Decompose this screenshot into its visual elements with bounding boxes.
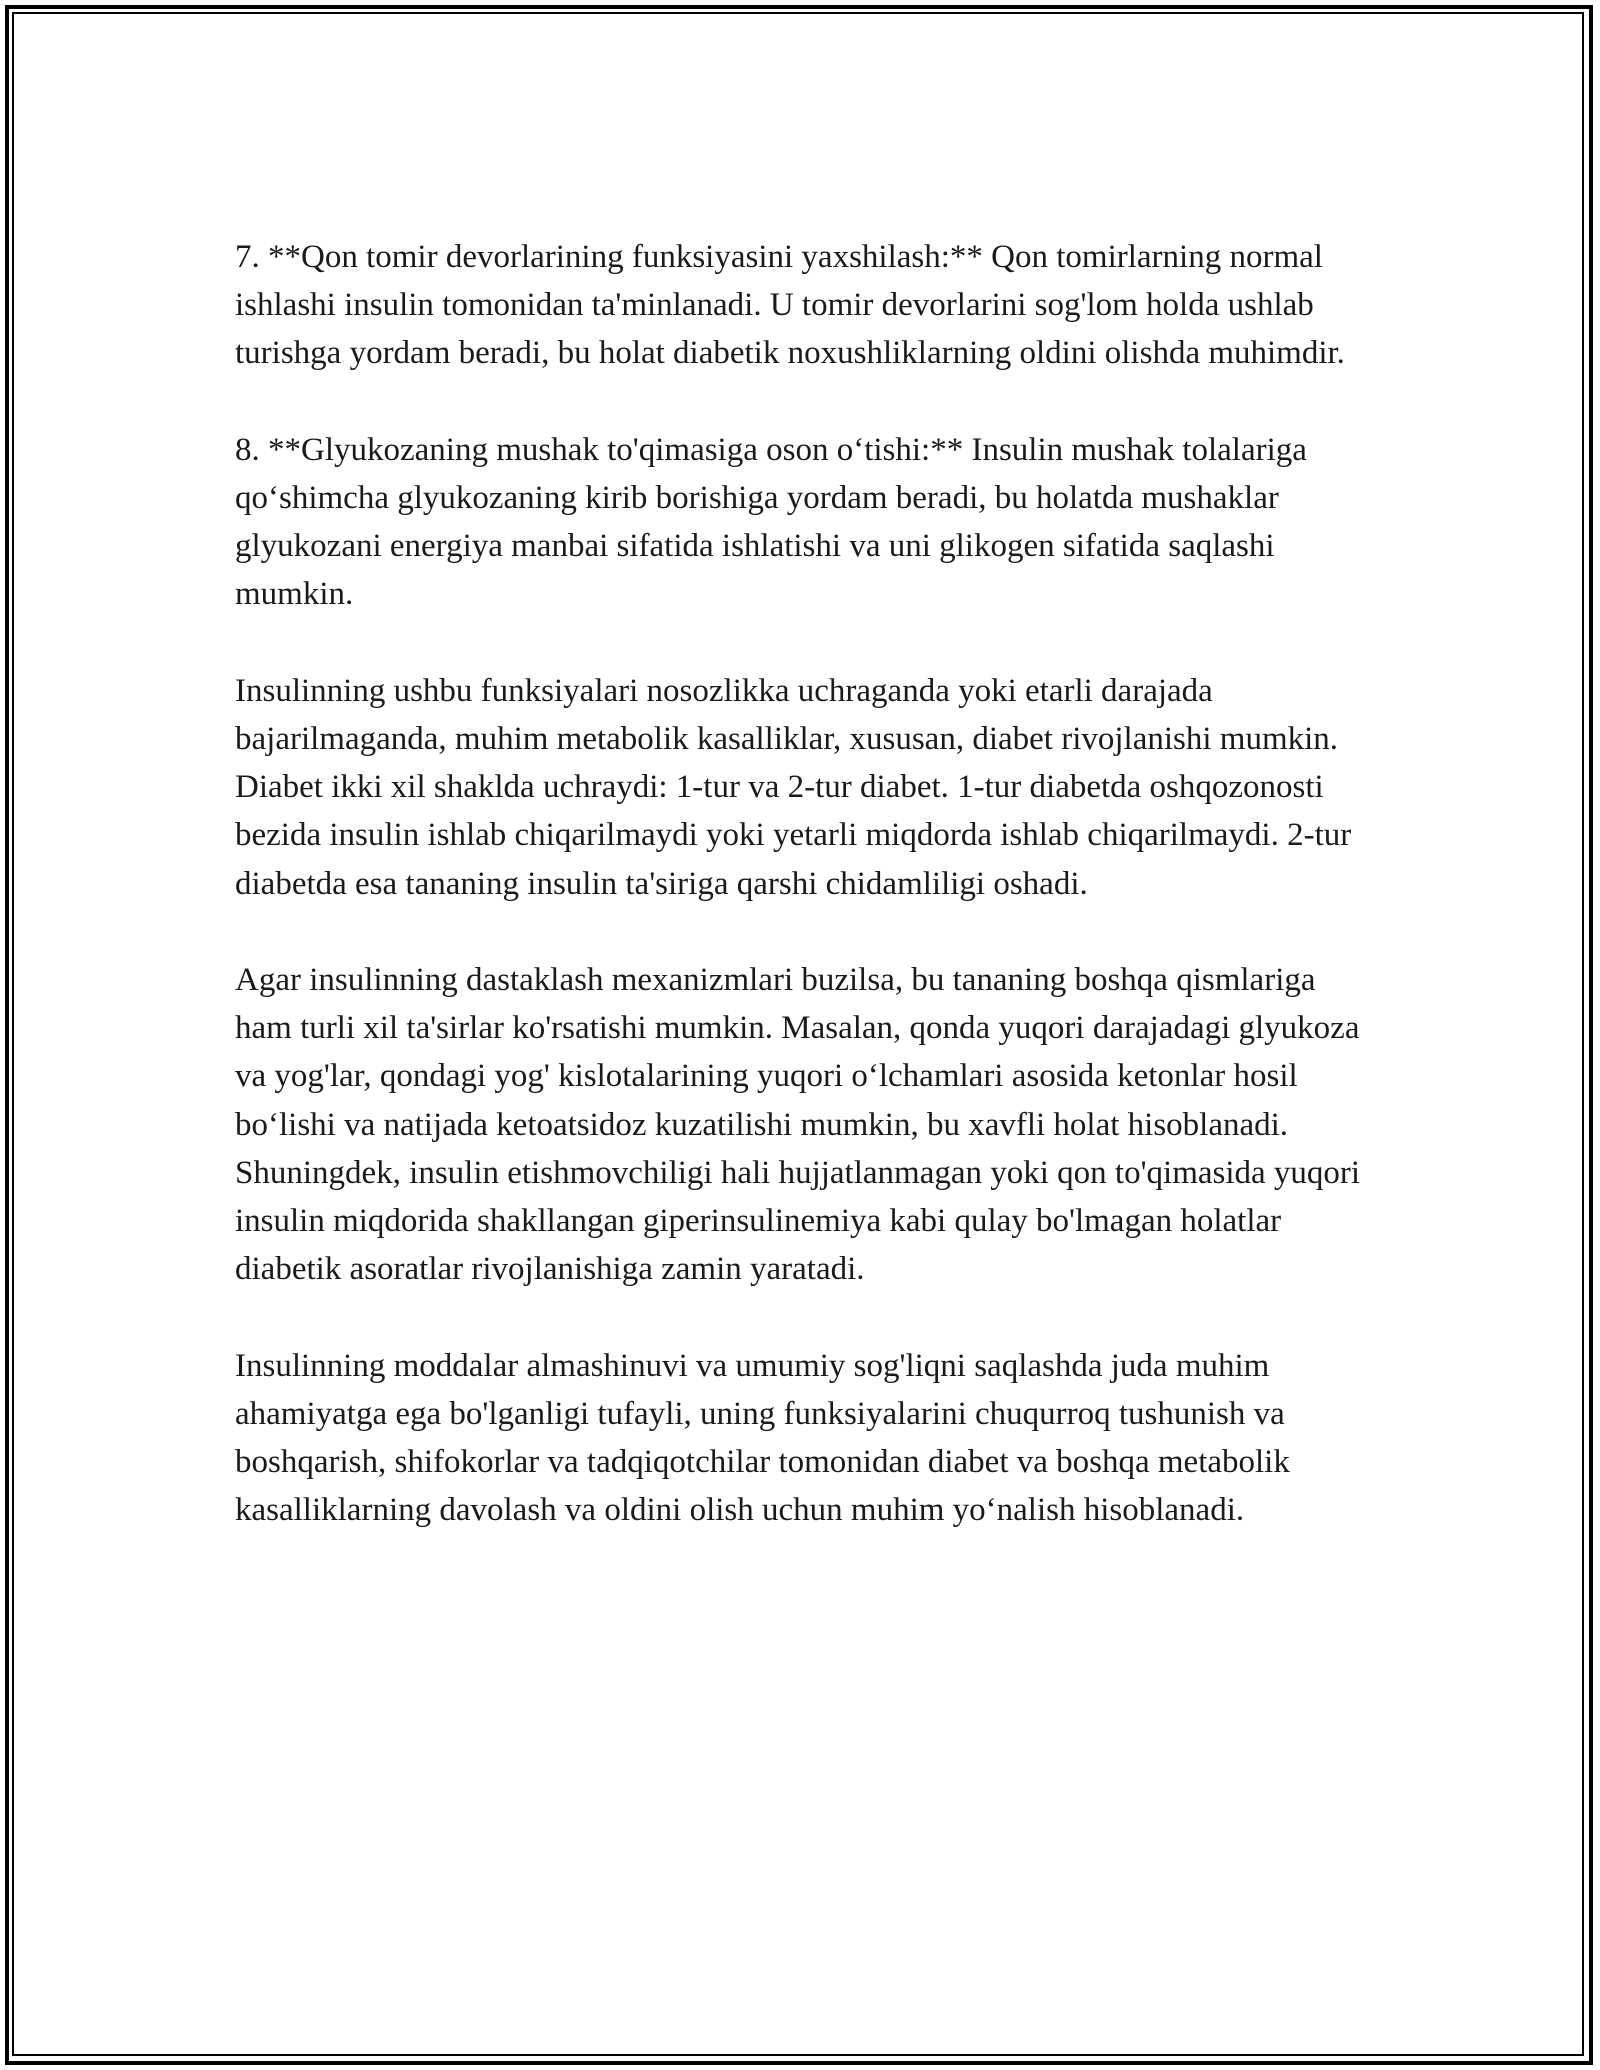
paragraph-conclusion: Insulinning moddalar almashinuvi va umumiy sog'liqni saqlashda juda muhim ahamiyatga ega bo'lganligi tufayli, uning funksiyalarini chuqurroq tushunish va boshqarish, shifokorlar va tadqiqotchilar tomonidan diabet va boshqa metabolik kasalliklarning davolash va oldini olish uchun muhim yoʻnalish hisoblanadi. (235, 1347, 1290, 1529)
paragraph-diabetes-types: Insulinning ushbu funksiyalari nosozlikka uchraganda yoki etarli darajada bajarilmaganda, muhim metabolik kasalliklar, xususan, diabet rivojlanishi mumkin. Diabet ikki xil shaklda uchraydi: 1-tur va 2-tur diabet. 1-tur diabetda oshqozonosti bezida insulin ishlab chiqarilmaydi yoki yetarli miqdorda ishlab chiqarilmaydi. 2-tur diabetda esa tananing insulin ta'siriga qarshi chidamliligi oshadi. (235, 672, 1352, 902)
paragraph-item-8: 8. **Glyukozaning mushak to'qimasiga oson oʻtishi:** Insulin mushak tolalariga qoʻshimcha glyukozaning kirib borishiga yordam beradi, bu holatda mushaklar glyukozani energiya manbai sifatida ishlatishi va uni glikogen sifatida saqlashi mumkin. (235, 431, 1307, 613)
paragraph-complications: Agar insulinning dastaklash mexanizmlari buzilsa, bu tananing boshqa qismlariga ham turli xil ta'sirlar ko'rsatishi mumkin. Masalan, qonda yuqori darajadagi glyukoza va yog'lar, qondagi yog' kislotalarining yuqori oʻlchamlari asosida ketonlar hosil boʻlishi va natijada ketoatsidoz kuzatilishi mumkin, bu xavfli holat hisoblanadi. Shuningdek, insulin etishmovchiligi hali hujjatlanmagan yoki qon to'qimasida yuqori insulin miqdorida shakllangan giperinsulinemiya kabi qulay bo'lmagan holatlar diabetik asoratlar rivojlanishiga zamin yaratadi. (235, 962, 1361, 1288)
document-body (235, 233, 1365, 1534)
paragraph-item-7: 7. **Qon tomir devorlarining funksiyasini yaxshilash:** Qon tomirlarning normal ishlashi insulin tomonidan ta'minlanadi. U tomir devorlarini sog'lom holda ushlab turishga yordam beradi, bu holat diabetik noxushliklarning oldini olishda muhimdir. (235, 239, 1345, 372)
